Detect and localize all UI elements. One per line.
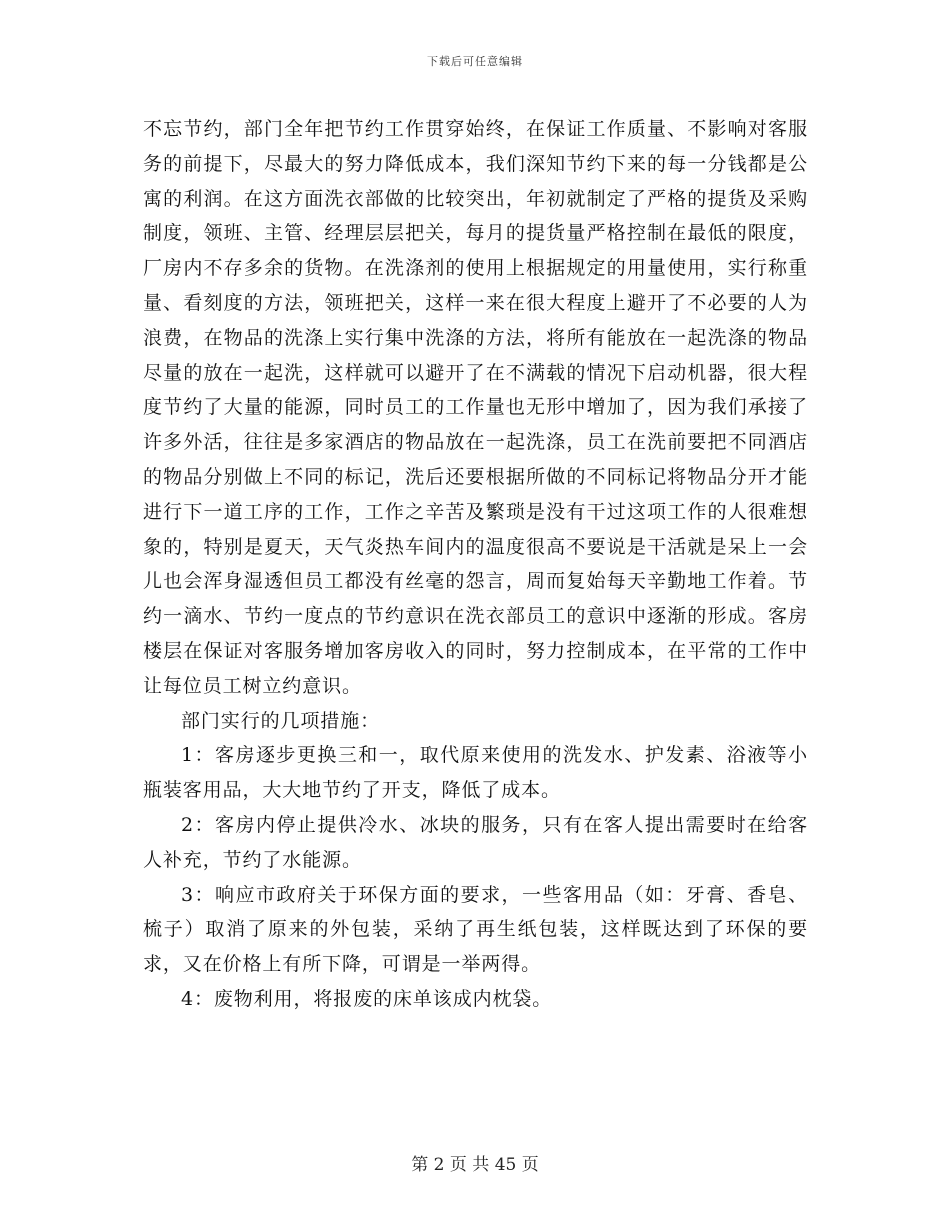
page-number-footer: 第 2 页 共 45 页	[411, 1155, 539, 1175]
measure-item-1: 1：客房逐步更换三和一，取代原来使用的洗发水、护发素、浴液等小瓶装客用品，大大地节约了开支，降低了成本。	[143, 744, 808, 802]
measures-heading: 部门实行的几项措施：	[181, 709, 381, 732]
body-paragraph: 不忘节约，部门全年把节约工作贯穿始终，在保证工作质量、不影响对客服务的前提下，尽最大的努力降低成本，我们深知节约下来的每一分钱都是公寓的利润。在这方面洗衣部做的比较突出，年初就制定了严格的提货及采购制度，领班、主管、经理层层把关，每月的提货量严格控制在最低的限度，厂房内不存多余的货物。在洗涤剂的使用上根据规定的用量使用，实行称重量、看刻度的方法，领班把关，这样一来在很大程度上避开了不必要的人为浪费，在物品的洗涤上实行集中洗涤的方法，将所有能放在一起洗涤的物品尽量的放在一起洗，这样就可以避开了在不满载的情况下启动机器，很大程度节约了大量的能源，同时员工的工作量也无形中增加了，因为我们承接了许多外活，往往是多家酒店的物品放在一起洗涤，员工在洗前要把不同酒店的物品分别做上不同的标记，洗后还要根据所做的不同标记将物品分开才能进行下一道工序的工作，工作之辛苦及繁琐是没有干过这项工作的人很难想象的，特别是夏天，天气炎热车间内的温度很高不要说是干活就是呆上一会儿也会浑身湿透但员工都没有丝毫的怨言，周而复始每天辛勤地工作着。节约一滴水、节约一度点的节约意识在洗衣部员工的意识中逐渐的形成。客房楼层在保证对客服务增加客房收入的同时，努力控制成本，在平常的工作中让每位员工树立约意识。	[143, 118, 808, 697]
measure-item-4: 4：废物利用，将报废的床单该成内枕袋。	[181, 987, 553, 1010]
measure-item-2: 2：客房内停止提供冷水、冰块的服务，只有在客人提出需要时在给客人补充，节约了水能源。	[143, 813, 808, 871]
measure-item-3: 3：响应市政府关于环保方面的要求，一些客用品（如：牙膏、香皂、梳子）取消了原来的外包装，采纳了再生纸包装，这样既达到了环保的要求，又在价格上有所下降，可谓是一举两得。	[143, 883, 808, 976]
page-header-note: 下载后可任意编辑	[427, 55, 523, 68]
document-body	[143, 112, 808, 1017]
